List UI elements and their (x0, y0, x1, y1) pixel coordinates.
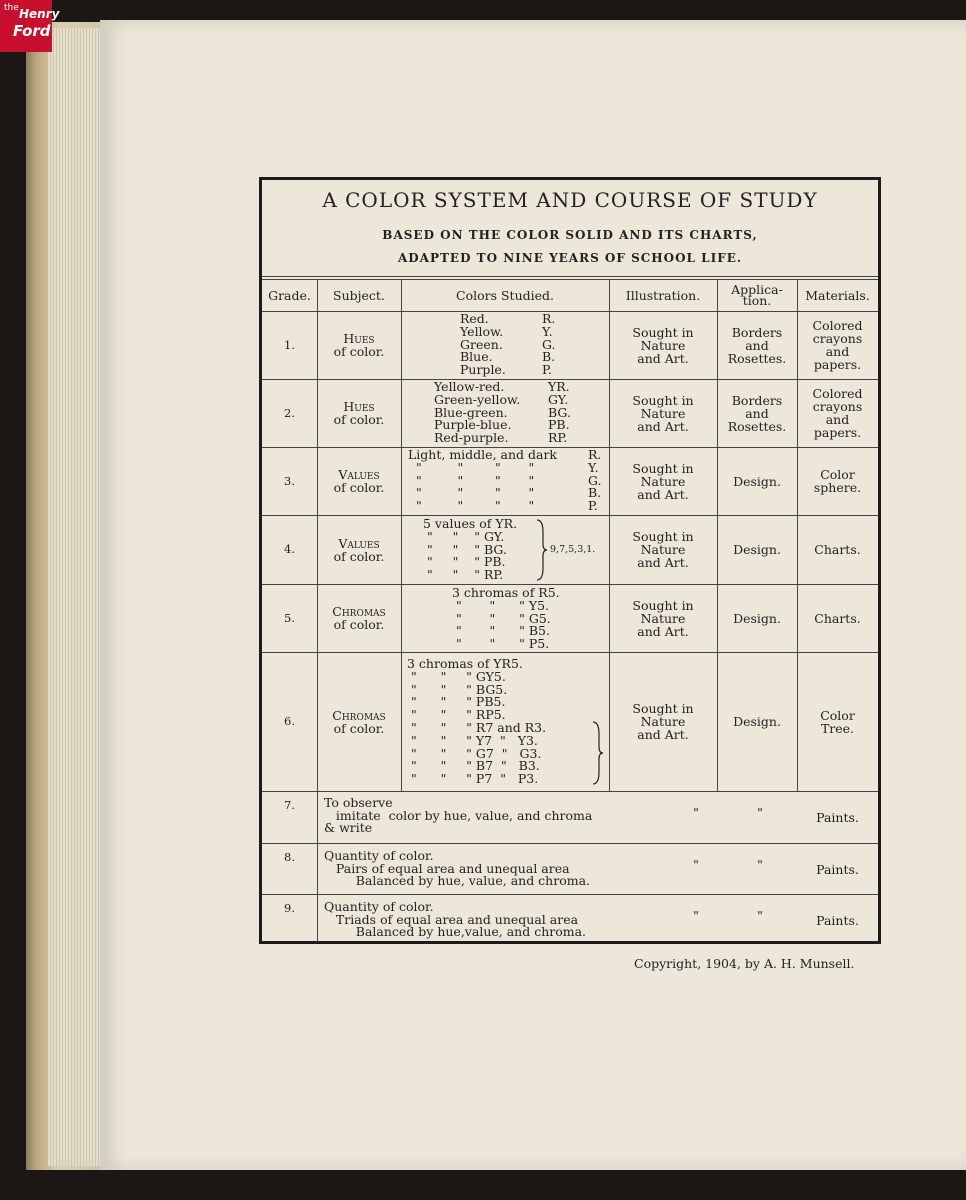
row-4-subject-2: of color. (333, 548, 385, 564)
header-materials: Materials. (805, 287, 870, 303)
row-2-materials (797, 379, 878, 447)
row-2-subject (317, 379, 401, 447)
row-4-materials: Charts. (814, 542, 861, 557)
header-colors-studied: Colors Studied. (456, 287, 554, 303)
row-6-subject-1: Chromas (332, 707, 386, 723)
row-3-illustration-3: and Art. (637, 486, 689, 502)
row-1-illustration-1: Sought in (632, 324, 694, 340)
row-2-application-1: Borders (731, 392, 783, 408)
page-title: A COLOR SYSTEM AND COURSE OF STUDY (322, 188, 818, 212)
row-9-grade: 9. (284, 900, 295, 915)
row-2-application-3: Rosettes. (727, 418, 787, 434)
row-3-materials (797, 447, 878, 515)
copyright-notice: Copyright, 1904, by A. H. Munsell. (634, 956, 855, 971)
row-8-grade: 8. (284, 849, 295, 864)
page-edges (48, 28, 108, 1166)
row-6-illustration-2: Nature (640, 714, 686, 729)
row-5-illustration-1: Sought in (632, 597, 694, 613)
row-2-materials-3: and (825, 412, 850, 427)
row-2-subject-2: of color. (333, 412, 385, 427)
row-rule (262, 894, 878, 895)
row-4-application: Design. (733, 542, 781, 557)
row-6-illustration-1: Sought in (632, 701, 694, 716)
row-2-application (717, 379, 797, 447)
row-7-text: To observe imitate color by hue, value, and chroma & write (324, 795, 593, 835)
row-1-materials-4: papers. (813, 357, 862, 372)
row-7-grade: 7. (284, 797, 295, 812)
row-3-illustration-2: Nature (640, 473, 686, 489)
row-3-colors-codes: R. Y. G. B. P. (588, 447, 602, 514)
header-application-line2: tion. (742, 293, 772, 308)
row-3-grade: 3. (284, 473, 295, 488)
row-6-materials-2: Tree. (820, 720, 855, 736)
row-6-colors-names: 3 chromas of YR5. " " " GY5. " " " BG5. " " " PB5. " " " RP5. " " " R7 and R3. " " " Y7 " Y3. " " " G7 " G3. " " " B7 " B3. " " " P7 " P3. (407, 656, 547, 787)
row-1-application-1: Borders (731, 324, 783, 340)
row-2-application-2: and (745, 405, 769, 421)
row-1-subject-1: Hues (343, 331, 375, 346)
row-2-subject-1: Hues (343, 399, 375, 414)
row-5-illustration-3: and Art. (637, 623, 689, 639)
row-9-text: Quantity of color. Triads of equal area and unequal area Balanced by hue,value, and chroma. (324, 899, 587, 939)
row-5-application: Design. (733, 610, 781, 626)
row-2-materials-2: crayons (812, 399, 863, 414)
logo-line1: Henry (19, 7, 60, 21)
row-8-text: Quantity of color. Pairs of equal area and unequal area Balanced by hue, value, and chroma. (324, 848, 590, 888)
row-8-ditto-1: " (693, 856, 699, 872)
row-6-subject (317, 652, 401, 791)
logo-line2: Ford (13, 22, 51, 40)
row-2-materials-1: Colored (812, 386, 863, 401)
row-4-illustration-3: and Art. (637, 555, 689, 570)
row-2-colors-names: Yellow-red. Green-yellow. Blue-green. Purple-blue. Red-purple. (434, 379, 521, 446)
row-3-subject-1: Values (338, 467, 380, 482)
row-6-application: Design. (733, 714, 781, 729)
row-1-colors-codes: R. Y. G. B. P. (542, 311, 556, 378)
row-5-colors-names: 3 chromas of R5. " " " Y5. " " " G5. " " " B5. " " " P5. (452, 585, 560, 652)
row-6-illustration-3: and Art. (637, 727, 689, 742)
row-rule (262, 791, 878, 792)
row-1-application (717, 311, 797, 379)
row-1-materials-2: crayons (812, 331, 863, 346)
row-8-materials: Paints. (816, 861, 859, 877)
row-9-ditto-1: " (693, 907, 699, 923)
row-1-materials-3: and (825, 344, 850, 359)
row-1-grade: 1. (284, 337, 295, 352)
row-1-illustration (609, 311, 717, 379)
row-4-colors-names: 5 values of YR. " " " GY. " " " BG. " " " PB. " " " RP. (423, 516, 518, 583)
subtitle-line-1: BASED ON THE COLOR SOLID AND ITS CHARTS, (382, 228, 758, 242)
row-1-application-2: and (745, 337, 769, 353)
row-3-subject (317, 447, 401, 515)
row-2-grade: 2. (284, 405, 295, 420)
row-8-ditto-2: " (757, 856, 763, 872)
header-application-line1: Applica- (731, 282, 783, 297)
row-5-subject-1: Chromas (332, 604, 386, 619)
row-7-ditto-2: " (757, 804, 763, 820)
row-6-grade: 6. (284, 714, 295, 728)
row-2-illustration (609, 379, 717, 447)
subtitle-line-2: ADAPTED TO NINE YEARS OF SCHOOL LIFE. (397, 251, 743, 265)
row-3-colors-names: Light, middle, and dark " " " " " " " " " " " " " " " " (408, 447, 557, 514)
row-3-materials-2: sphere. (813, 480, 862, 495)
row-2-illustration-1: Sought in (632, 392, 694, 408)
header-subject: Subject. (333, 287, 385, 303)
row-1-illustration-3: and Art. (637, 350, 689, 366)
row-6-materials-1: Color (820, 707, 855, 723)
row-4-illustration-1: Sought in (632, 529, 694, 544)
row-5-subject (317, 584, 401, 652)
row-9-materials: Paints. (816, 912, 859, 928)
row-5-subject-2: of color. (333, 617, 385, 632)
row-2-colors-codes: YR. GY. BG. PB. RP. (548, 379, 571, 446)
row-rule (262, 843, 878, 844)
row-4-illustration (609, 515, 717, 584)
row-1-subject (317, 311, 401, 379)
row-4-brace (534, 518, 548, 582)
row-3-application: Design. (733, 473, 781, 489)
row-6-brace (590, 720, 604, 786)
row-1-illustration-2: Nature (640, 337, 686, 353)
col-rule (401, 279, 402, 791)
row-6-materials (797, 652, 878, 791)
row-9-ditto-2: " (757, 907, 763, 923)
row-3-materials-1: Color (820, 467, 855, 482)
row-5-grade: 5. (284, 610, 295, 625)
header-grade: Grade. (268, 287, 311, 303)
henry-ford-logo (0, 0, 60, 52)
row-6-illustration (609, 652, 717, 791)
row-1-materials (797, 311, 878, 379)
row-2-materials-4: papers. (813, 425, 862, 440)
row-5-materials: Charts. (814, 610, 861, 626)
row-4-grade: 4. (284, 542, 295, 556)
row-6-subject-2: of color. (333, 720, 385, 736)
row-5-illustration-2: Nature (640, 610, 686, 626)
row-1-application-3: Rosettes. (727, 350, 787, 366)
row-1-subject-2: of color. (333, 344, 385, 359)
row-4-value-steps: 9,7,5,3,1. (550, 544, 596, 555)
rule (262, 276, 878, 277)
header-application (717, 278, 797, 312)
header-illustration: Illustration. (625, 287, 701, 303)
row-4-subject (317, 515, 401, 584)
row-3-subject-2: of color. (333, 480, 385, 495)
row-7-ditto-1: " (693, 804, 699, 820)
row-2-illustration-3: and Art. (637, 418, 689, 434)
row-3-illustration (609, 447, 717, 515)
row-5-illustration (609, 584, 717, 652)
row-4-subject-1: Values (338, 535, 380, 551)
row-7-materials: Paints. (816, 809, 859, 825)
row-1-colors-names: Red. Yellow. Green. Blue. Purple. (460, 311, 506, 378)
logo-prefix: the (4, 3, 19, 13)
row-3-illustration-1: Sought in (632, 460, 694, 476)
row-1-materials-1: Colored (812, 318, 863, 333)
row-2-illustration-2: Nature (640, 405, 686, 421)
color-system-table (259, 177, 881, 944)
row-4-illustration-2: Nature (640, 542, 686, 557)
